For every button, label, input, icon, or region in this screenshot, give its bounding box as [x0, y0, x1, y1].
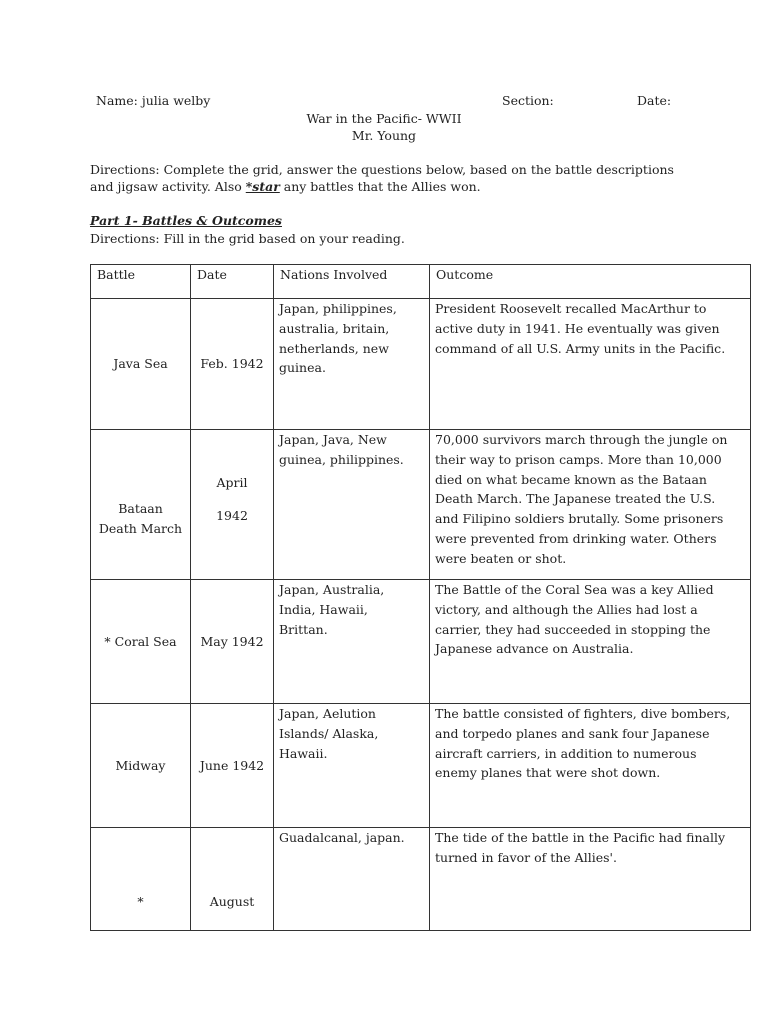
column-header-nations: Nations Involved	[274, 265, 430, 299]
battles-table	[90, 264, 751, 931]
battle-cell	[91, 580, 191, 704]
table-header-row	[91, 265, 751, 299]
directions-star-emphasis: *star	[245, 179, 280, 194]
nations-line: Japan, Aelution	[279, 706, 376, 721]
name-label: Name:	[96, 93, 138, 108]
battle-date-line: 1942	[216, 507, 248, 523]
battle-date: August	[209, 894, 255, 909]
column-header-date: Date	[191, 265, 274, 299]
outcome-line: their way to prison camps. More than 10,000	[435, 451, 722, 467]
nations-line: australia, britain,	[279, 320, 390, 336]
outcome-cell	[430, 430, 751, 580]
outcome-line: active duty in 1941. He eventually was given	[435, 320, 720, 336]
battle-cell	[91, 704, 191, 828]
outcome-line: and Filipino soldiers brutally. Some prisoners	[435, 511, 724, 527]
battle-name-line: Death March	[98, 520, 183, 536]
battle-date: May 1942	[200, 633, 264, 649]
directions-line-1: Directions: Complete the grid, answer the questions below, based on the battle descriptions	[90, 162, 674, 177]
battle-date-line: April	[216, 474, 248, 490]
table-row	[91, 828, 751, 931]
table-row	[91, 704, 751, 828]
battle-date: Feb. 1942	[200, 356, 264, 372]
nations-line: Japan, Australia,	[279, 582, 385, 597]
outcome-line: aircraft carriers, in addition to numerous	[435, 745, 697, 761]
outcome-line: Death March. The Japanese treated the U.S.	[435, 491, 716, 507]
nations-line: Japan, Java, New	[279, 432, 387, 447]
table-row	[91, 580, 751, 704]
column-header-outcome: Outcome	[430, 265, 751, 299]
outcome-line: died on what became known as the Bataan	[435, 471, 707, 487]
part1-directions: Directions: Fill in the grid based on your reading.	[90, 231, 405, 246]
date-cell	[191, 704, 274, 828]
outcome-cell	[430, 580, 751, 704]
section-label: Section:	[502, 93, 554, 108]
nations-line: netherlands, new	[279, 340, 389, 356]
date-cell	[191, 828, 274, 931]
nations-line: Japan, philippines,	[279, 301, 397, 316]
nations-line: Guadalcanal, japan.	[279, 830, 405, 845]
outcome-line: The Battle of the Coral Sea was a key Allied	[435, 582, 714, 597]
outcome-line: command of all U.S. Army units in the Pacific.	[435, 340, 726, 356]
directions-line-2-prefix: and jigsaw activity. Also	[90, 179, 246, 194]
nations-line: Islands/ Alaska,	[279, 725, 379, 741]
outcome-line: were beaten or shot.	[435, 550, 567, 566]
name-value: julia welby	[141, 93, 211, 108]
nations-cell	[274, 299, 430, 430]
outcome-cell	[430, 704, 751, 828]
outcome-line: President Roosevelt recalled MacArthur to	[435, 301, 707, 316]
nations-cell	[274, 580, 430, 704]
table-row	[91, 299, 751, 430]
nations-cell	[274, 828, 430, 931]
date-cell	[191, 580, 274, 704]
outcome-cell	[430, 299, 751, 430]
outcome-line: 70,000 survivors march through the jungle on	[435, 432, 728, 447]
battle-name: *	[137, 894, 144, 909]
directions-line-2-suffix: any battles that the Allies won.	[279, 179, 481, 194]
teacher-name: Mr. Young	[351, 128, 417, 143]
battle-name: * Coral Sea	[104, 633, 177, 649]
battle-name: Midway	[115, 757, 166, 773]
page-title: War in the Pacific- WWII	[306, 111, 462, 126]
date-cell	[191, 430, 274, 580]
outcome-line: turned in favor of the Allies'.	[435, 849, 617, 865]
battle-date: June 1942	[199, 757, 265, 773]
nations-cell	[274, 430, 430, 580]
outcome-line: The tide of the battle in the Pacific had finally	[435, 830, 726, 845]
table-row	[91, 430, 751, 580]
directions-line-2	[90, 179, 481, 194]
nations-line: India, Hawaii,	[279, 601, 368, 617]
date-cell	[191, 299, 274, 430]
nations-line: guinea.	[279, 360, 326, 376]
outcome-line: Japanese advance on Australia.	[435, 641, 634, 657]
outcome-line: were prevented from drinking water. Others	[435, 530, 717, 546]
nations-cell	[274, 704, 430, 828]
part1-heading: Part 1- Battles & Outcomes	[90, 213, 282, 228]
outcome-cell	[430, 828, 751, 931]
battle-name: Java Sea	[113, 356, 168, 372]
column-header-battle: Battle	[91, 265, 191, 299]
date-label: Date:	[637, 93, 672, 108]
outcome-line: The battle consisted of fighters, dive bombers,	[435, 706, 731, 721]
outcome-line: enemy planes that were shot down.	[435, 765, 661, 781]
name-field	[96, 93, 210, 108]
battle-cell	[91, 828, 191, 931]
nations-line: Hawaii.	[279, 745, 328, 761]
nations-line: Brittan.	[279, 621, 328, 637]
outcome-line: carrier, they had succeeded in stopping the	[435, 621, 711, 637]
nations-line: guinea, philippines.	[279, 451, 404, 467]
battle-cell	[91, 299, 191, 430]
outcome-line: victory, and although the Allies had lost a	[435, 601, 698, 617]
battle-name-line: Bataan	[118, 500, 163, 516]
battle-cell	[91, 430, 191, 580]
outcome-line: and torpedo planes and sank four Japanese	[435, 725, 710, 741]
